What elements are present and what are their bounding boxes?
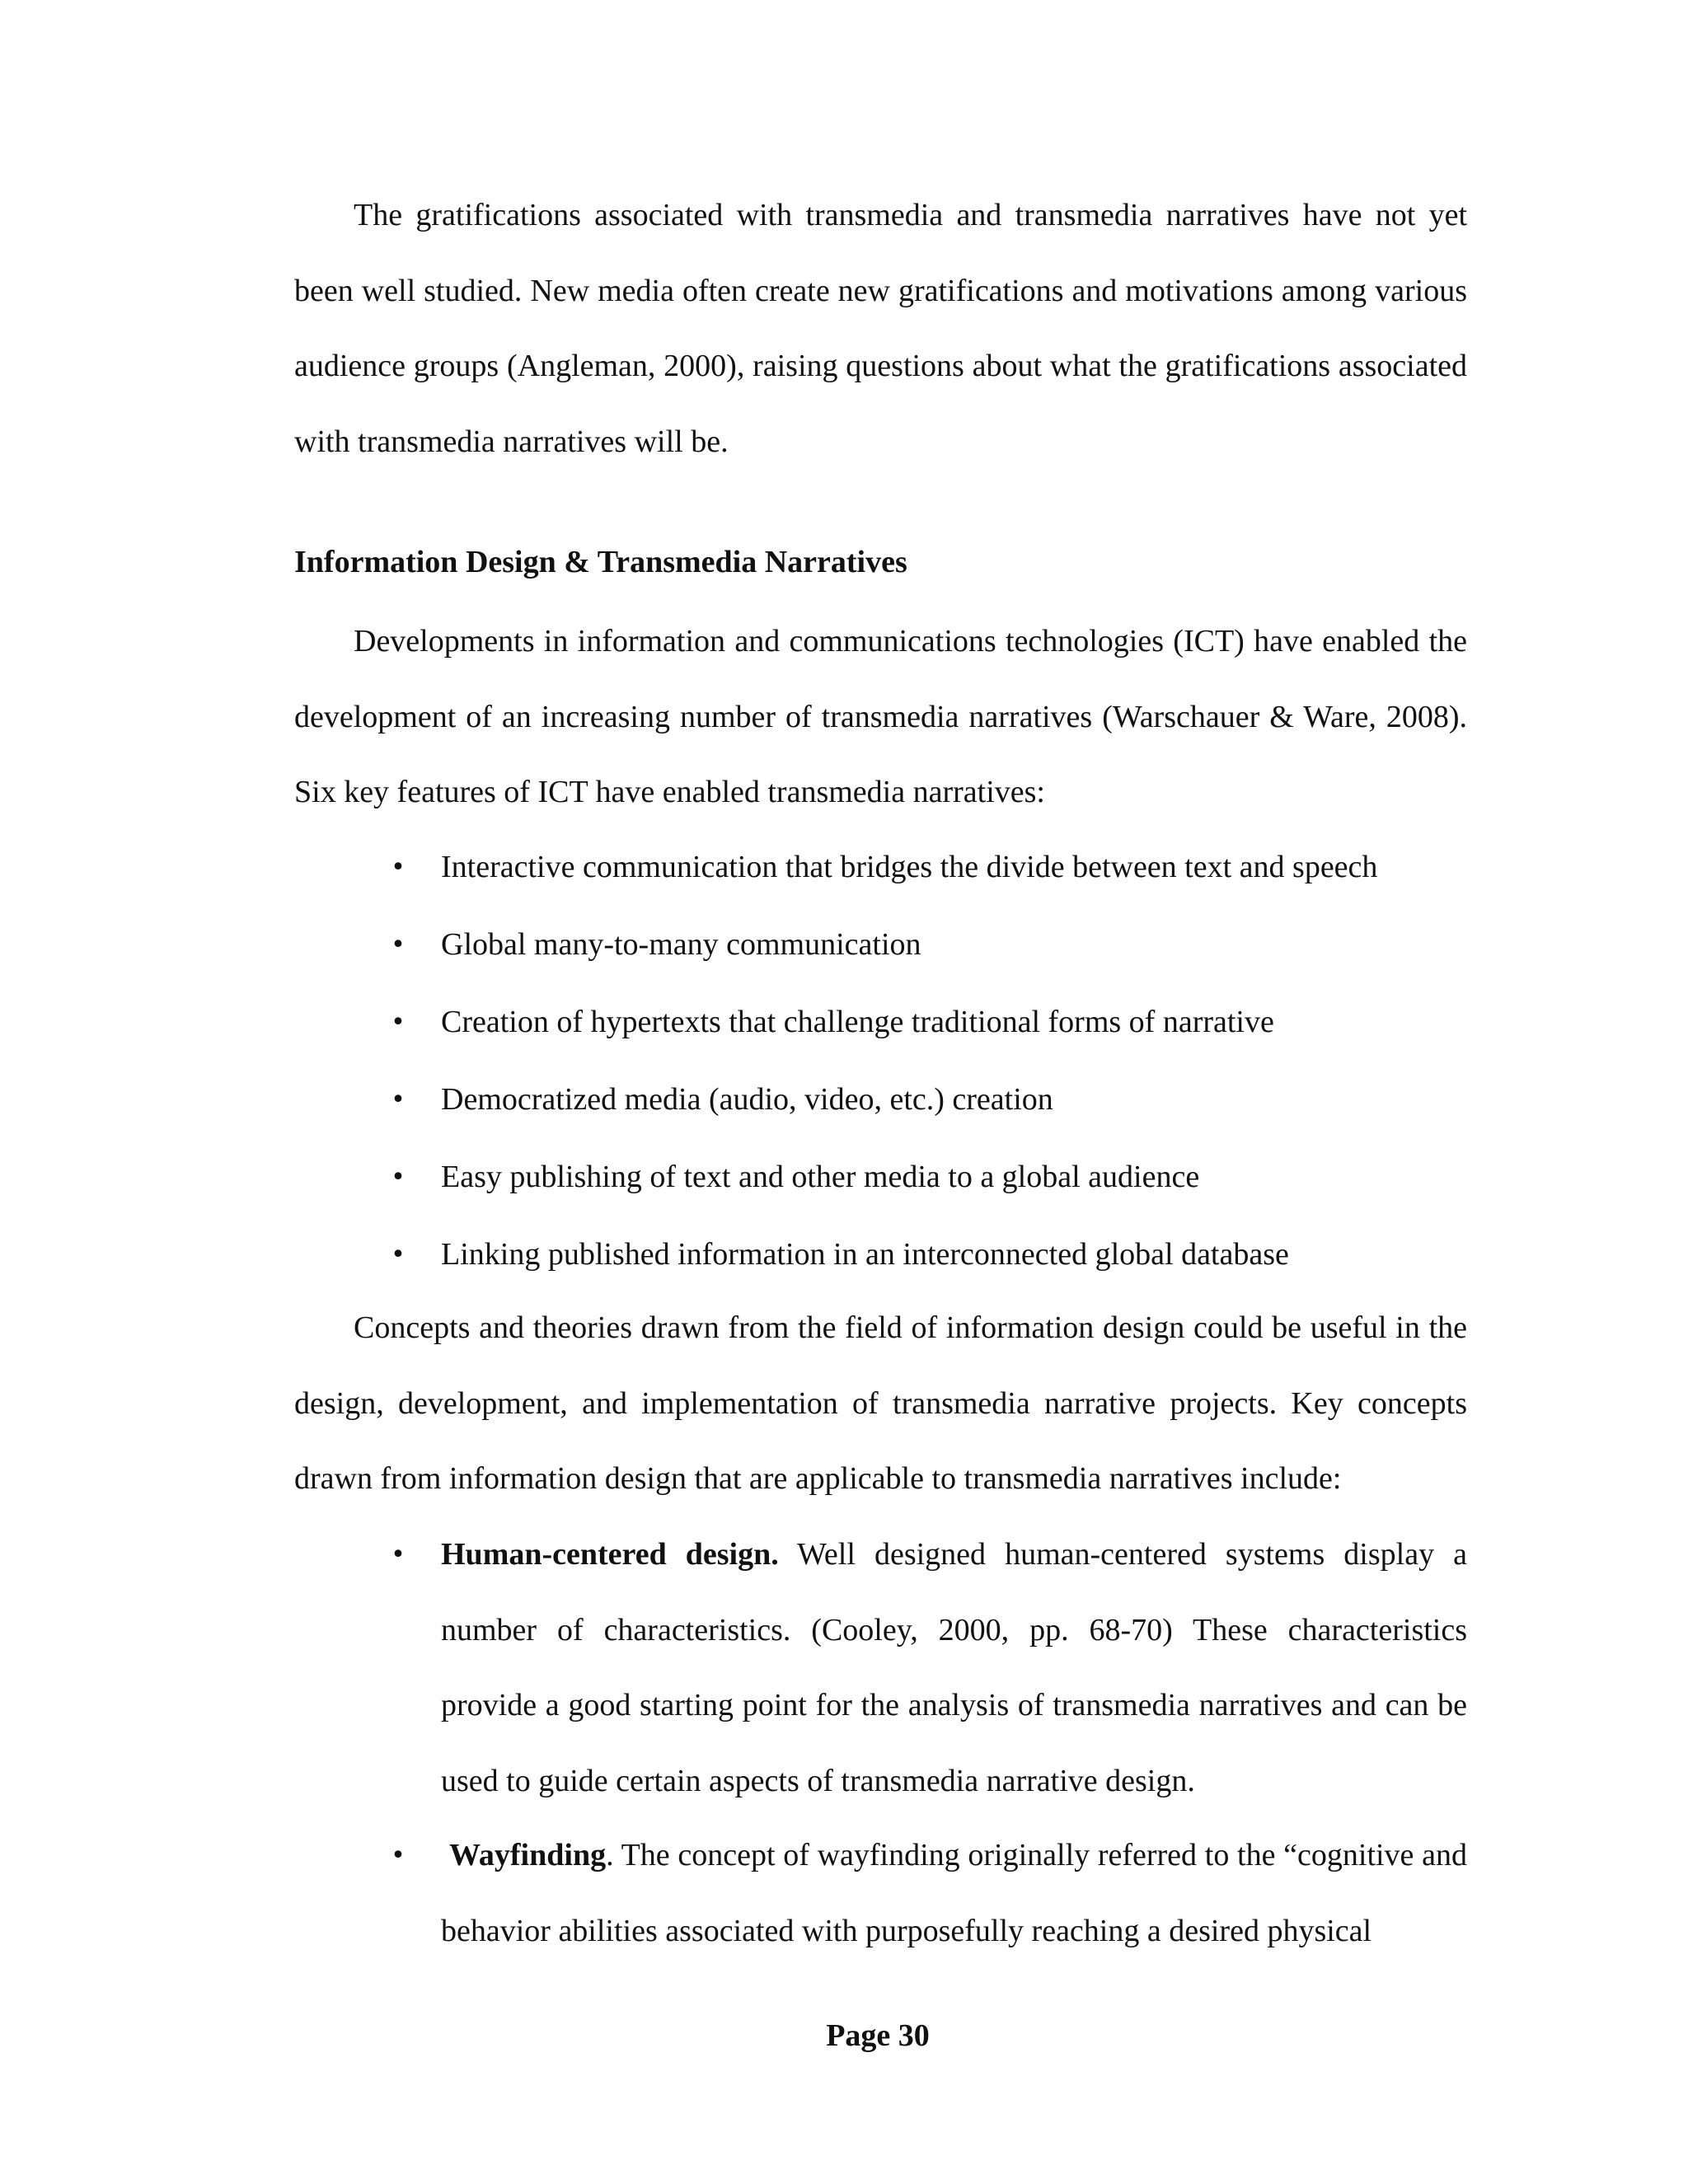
ict-paragraph: Developments in information and communications technologies (ICT) have enabled the development of an increasing number of transmedia narratives (Warschauer & Ware, 2008). Six key features of ICT have enabled transmedia narratives:	[294, 624, 1467, 809]
list-item-human-centered-design	[441, 1517, 1467, 1819]
intro-paragraph: The gratifications associated with transmedia and transmedia narratives have not yet been well studied. New media often create new gratifications and motivations among various audience groups (Angleman, 2000), raising questions about what the gratifications associated with transmedia narratives will be.	[294, 198, 1467, 459]
list-item-wayfinding	[441, 1818, 1467, 1969]
bullet-icon: •	[391, 1540, 406, 1569]
concept-text: Well designed human-centered systems display a number of characteristics. (Cooley, 2000, pp. 68-70) These characteristics provide a good starting point for the analysis of transmedia narratives and can be used to guide certain aspects of transmedia narrative design.	[441, 1537, 1467, 1798]
concepts-paragraph: Concepts and theories drawn from the field of information design could be useful in the design, development, and implementation of transmedia narrative projects. Key concepts drawn from information design that are applicable to transmedia narratives include:	[294, 1310, 1467, 1496]
bullet-icon: •	[391, 1163, 406, 1192]
section-heading: Information Design & Transmedia Narratives	[294, 545, 907, 579]
list-item: Global many-to-many communication	[441, 927, 921, 962]
bullet-icon: •	[391, 930, 406, 959]
list-item: Creation of hypertexts that challenge traditional forms of narrative	[441, 1005, 1274, 1039]
list-item: Interactive communication that bridges the divide between text and speech	[441, 850, 1378, 884]
bullet-icon: •	[391, 1240, 406, 1269]
bullet-icon: •	[391, 1085, 406, 1114]
bullet-icon: •	[391, 1008, 406, 1037]
page-number: Page 30	[826, 2018, 930, 2053]
list-item: Linking published information in an interconnected global database	[441, 1237, 1289, 1272]
concept-term: Human-centered design.	[441, 1537, 779, 1572]
concept-text: . The concept of wayfinding originally referred to the “cognitive and behavior abilities associated with purposefully reaching a desired physical	[441, 1838, 1467, 1948]
bullet-icon: •	[391, 853, 406, 882]
bullet-icon: •	[391, 1841, 406, 1870]
list-item: Democratized media (audio, video, etc.) creation	[441, 1082, 1053, 1117]
list-item: Easy publishing of text and other media to a global audience	[441, 1160, 1200, 1194]
concept-term: Wayfinding	[449, 1838, 607, 1872]
